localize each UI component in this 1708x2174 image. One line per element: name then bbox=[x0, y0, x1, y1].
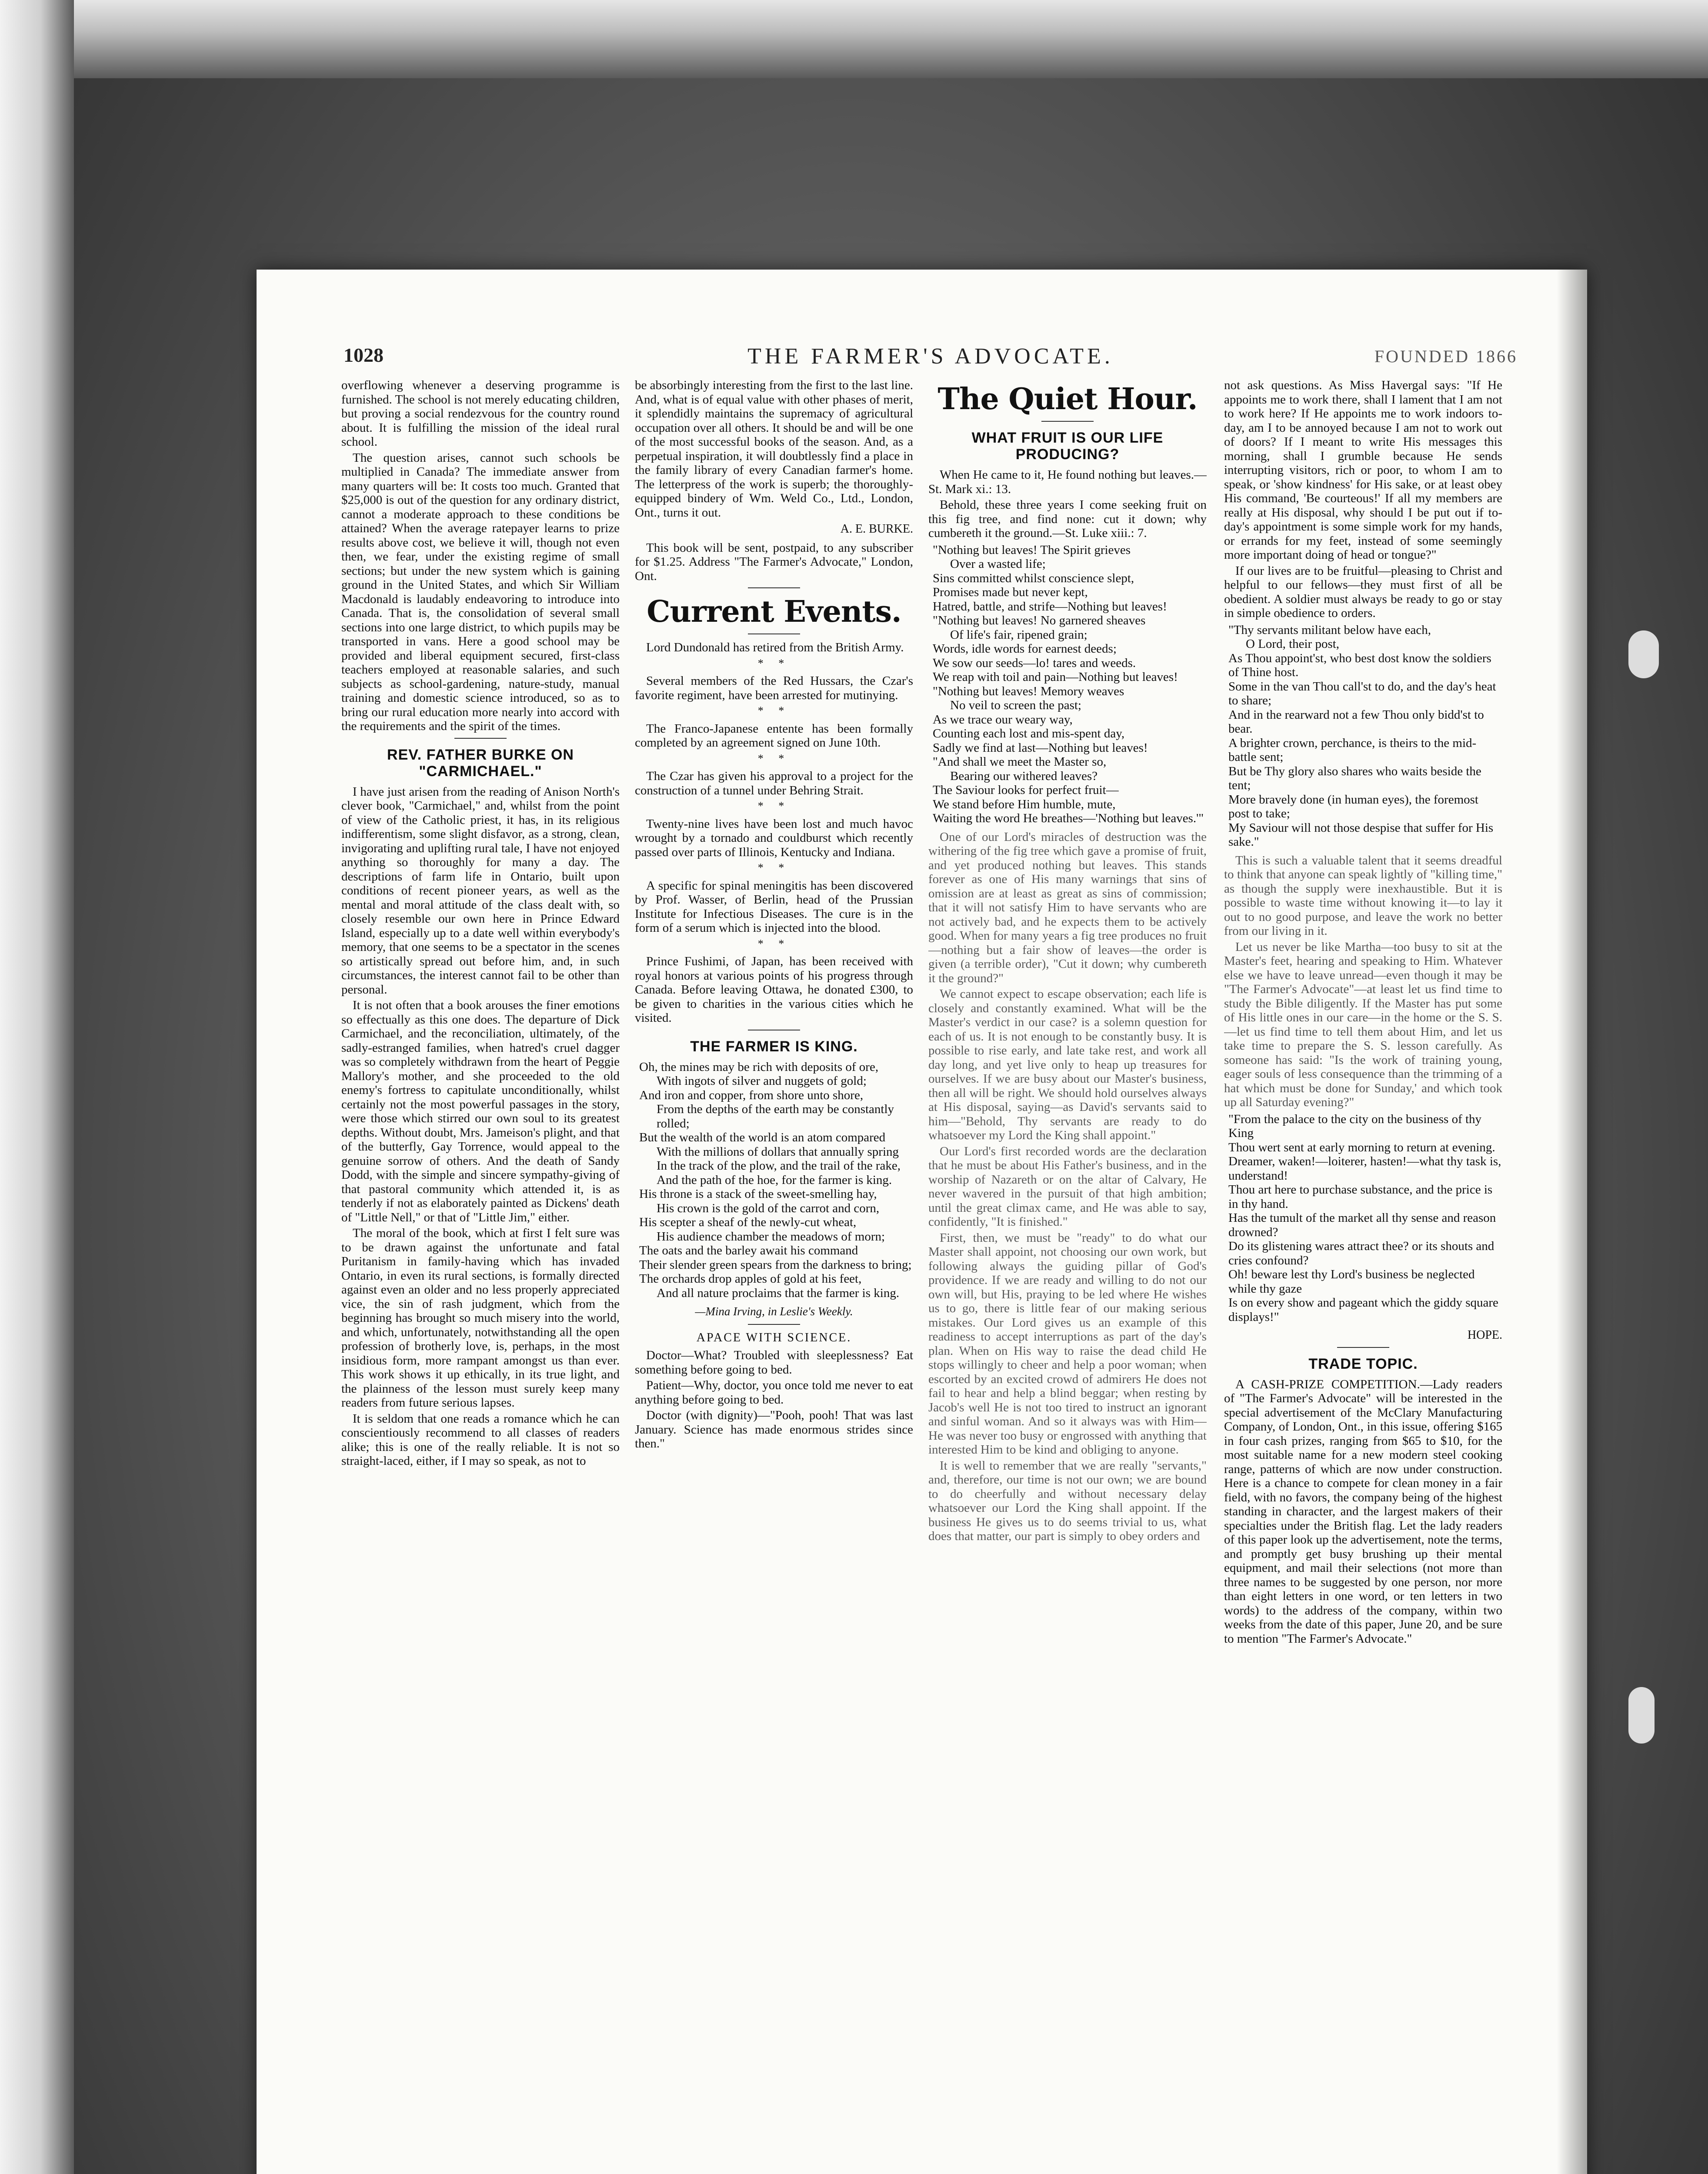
section-rule bbox=[1041, 421, 1094, 422]
poem-line: His scepter a sheaf of the newly-cut wheat, bbox=[639, 1215, 857, 1229]
author-signature: A. E. BURKE. bbox=[840, 522, 913, 536]
poem-line: His crown is the gold of the carrot and corn, bbox=[657, 1201, 880, 1215]
running-header bbox=[344, 343, 1518, 370]
news-item: Prince Fushimi, of Japan, has been received with royal honors at various points of his progress through Canada. Before leaving Ottawa, he donated £300, to be given to charities in the various cities which he visited. bbox=[635, 954, 913, 1025]
poem-line: Oh! beware lest thy Lord's business be neglected while thy gaze bbox=[1228, 1267, 1475, 1296]
poem-heading: THE FARMER IS KING. bbox=[690, 1038, 858, 1055]
article-paragraph: Let us never be like Martha—too busy to sit at the Master's feet, hearing and speaking to Him. Whatever else we have to leave unread—even though it may be "The Farmer's Advocate"—at least let us find time to study the Bible diligently. If the Master has put some of His little ones in our care—in the home or the S. S.—let us find time to tell them about Him, and let us take time to prepare the S. S. lesson carefully. As someone has said: "Is the work of training young, eager souls of less consequence than the trimming of a hat which must be done for Sunday,' and which took up all Saturday evening?" bbox=[1224, 940, 1502, 1109]
poem-line: Do its glistening wares attract thee? or its shouts and cries confound? bbox=[1228, 1239, 1494, 1267]
poem-line: In the track of the plow, and the trail of the rake, bbox=[657, 1159, 901, 1173]
article-paragraph: One of our Lord's miracles of destruction was the withering of the fig tree which gave a promise of fruit, and yet produced nothing but leaves. This stands forever as one of His many warnings that sins of omission are at least as great as sins of commission; that it will not satisfy Him to have servants who are not actively bad, and he expects them to be actively good. When for many years a fig tree produces no fruit—nothing but a fair show of leaves—the order is given (a terrible order), "Cut it down; why cumbereth it the ground?" bbox=[928, 830, 1207, 985]
poem-line: No veil to screen the past; bbox=[950, 698, 1081, 712]
poem-line: Waiting the word He breathes—'Nothing but leaves.'" bbox=[933, 811, 1204, 825]
poem-line: Counting each lost and mis-spent day, bbox=[933, 727, 1125, 740]
trade-topic-heading: TRADE TOPIC. bbox=[1308, 1355, 1418, 1372]
page-number: 1028 bbox=[344, 344, 384, 366]
news-item: The Czar has given his approval to a project for the construction of a tunnel under Behring Strait. bbox=[635, 769, 913, 797]
poem-line: Some in the van Thou call'st to do, and the day's heat to share; bbox=[1228, 679, 1496, 707]
column-3 bbox=[928, 378, 1207, 2174]
section-rule bbox=[748, 1324, 800, 1325]
poem-line: Thou wert sent at early morning to return at evening. bbox=[1228, 1140, 1495, 1154]
poem-line: But be Thy glory also shares who waits beside the tent; bbox=[1228, 764, 1481, 792]
scan-edge-top bbox=[0, 0, 1708, 78]
poem-line: Is on every show and pageant which the giddy square displays!" bbox=[1228, 1296, 1498, 1324]
poem-line: And iron and copper, from shore unto shore, bbox=[639, 1088, 864, 1102]
poem-line: We stand before Him humble, mute, bbox=[933, 797, 1116, 811]
poem-line: With the millions of dollars that annually spring bbox=[657, 1144, 899, 1159]
poem-citation: —Mina Irving, in Leslie's Weekly. bbox=[695, 1305, 853, 1318]
item-separator: * * bbox=[757, 657, 791, 670]
poem-line: Hatred, battle, and strife—Nothing but leaves! bbox=[933, 599, 1167, 614]
article-paragraph: First, then, we must be "ready" to do what our Master shall appoint, not choosing our own work, but following always the guiding pillar of God's providence. If we are ready and willing to do not our own will, but His, praying to be led where He wishes us to go, there is little fear of our making serious mistakes. Our Lord gives us an example of this readiness to accept interruptions as part of the day's plan. When on His way to raise the dead child He stops willingly to cheer and help a poor woman; when escorted by an excited crowd of admirers He does not fail to hear and help a blind beggar; when resting by Jacob's well He is not too tired to instruct an ignorant and sinful woman. And so it always was with Him—He was never too busy or engrossed with anything that interested Him to be kind and obliging to anyone. bbox=[928, 1230, 1207, 1457]
section-rule bbox=[748, 587, 800, 588]
article-paragraph: The question arises, cannot such schools be multiplied in Canada? The immediate answer from many quarters will be: It costs too much. Granted that $25,000 is out of the question for any ordinary district, cannot a moderate approach to these conditions be attained? When the average ratepayer learns to prize results above cost, we believe it will, though not even then, we fear, under the existing regime of small sections; but under the new system which is gaining ground in the United States, and which Sir William Macdonald is laudably endeavoring to introduce into Canada. That is, the consolidation of several small sections into one large district, to which pupils may be transported in vans. Here a good school may be provided and liberal equipment secured, first-class teachers employed at reasonable salaries, and such subjects as school-gardening, nature-study, manual training and domestic science introduced, so as to bring our rural education more nearly into accord with the requirements and the spirit of the times. bbox=[341, 450, 620, 733]
article-heading: REV. FATHER BURKE ON "CARMICHAEL." bbox=[387, 746, 574, 780]
poem-farmer-is-king bbox=[635, 1060, 913, 1300]
quiet-hour-subheading: WHAT FRUIT IS OUR LIFE PRODUCING? bbox=[971, 430, 1164, 463]
poem-line: Words, idle words for earnest deeds; bbox=[933, 642, 1117, 656]
news-item: Twenty-nine lives have been lost and much havoc wrought by a tornado and couldburst which recently passed over parts of Illinois, Kentucky and Indiana. bbox=[635, 817, 913, 859]
article-paragraph: I have just arisen from the reading of Anison North's clever book, "Carmichael," and, whilst from the point of view of the Catholic priest, it has, in its religious indifferentism, some slight disfavor, as a strong, clean, invigorating and uplifting rural tale, I have not enjoyed anything so thoroughly for many a day. The descriptions of farm life in Ontario, built upon conditions of recent pioneer years, as well as the mental and moral attitude of the class dealt with, so closely resemble our own here in Prince Edward Island, especially up to a date well within everybody's memory, that one seems to be a spectator in the scenes so artistically spread out before him, and, in such circumstances, the interest cannot fail to be other than personal. bbox=[341, 784, 620, 997]
poem-line: The orchards drop apples of gold at his feet, bbox=[639, 1272, 862, 1286]
item-separator: * * bbox=[757, 752, 791, 765]
poem-line: Of life's fair, ripened grain; bbox=[950, 627, 1088, 642]
poem-line: The oats and the barley await his command bbox=[639, 1244, 858, 1257]
founded-note: FOUNDED 1866 bbox=[1374, 347, 1518, 366]
column-1 bbox=[341, 378, 620, 2174]
news-item: Several members of the Red Hussars, the Czar's favorite regiment, have been arrested for mutinying. bbox=[635, 674, 913, 702]
anecdote-line: Patient—Why, doctor, you once told me never to eat anything before going to bed. bbox=[635, 1378, 913, 1407]
poem-line: From the depths of the earth may be constantly rolled; bbox=[657, 1102, 894, 1130]
author-signature: HOPE. bbox=[1467, 1328, 1502, 1342]
poem-line: Sadly we find at last—Nothing but leaves! bbox=[933, 740, 1148, 755]
poem-line: "Nothing but leaves! The Spirit grieves bbox=[933, 543, 1131, 557]
poem-line: His throne is a stack of the sweet-smelling hay, bbox=[639, 1187, 877, 1201]
page-fold-shadow bbox=[1557, 270, 1587, 2174]
poem-line: With ingots of silver and nuggets of gold; bbox=[657, 1074, 867, 1088]
item-separator: * * bbox=[757, 937, 791, 950]
poem-line: And in the rearward not a few Thou only bidd'st to bear. bbox=[1228, 707, 1484, 736]
poem-line: More bravely done (in human eyes), the foremost post to take; bbox=[1228, 792, 1478, 820]
article-paragraph: be absorbingly interesting from the first to the last line. And, what is of equal value with other phases of merit, it splendidly maintains the supremacy of agricultural occupation over all others. It should be and will be one of the most successful books of the season. And, as a perpetual inspiration, it will doubtlessly find a place in the family library of every Canadian farmer's home. The letterpress of the work is superb; the thoroughly-equipped bindery of Wm. Weld Co., Ltd., London, Ont., turns it out. bbox=[635, 378, 913, 520]
poem-servants-militant bbox=[1224, 623, 1502, 849]
poem-line: We sow our seeds—lo! tares and weeds. bbox=[933, 656, 1136, 670]
article-paragraph: It is seldom that one reads a romance which he can conscientiously recommend to all classes of readers alike; this is one of the really reliable. It is not so straight-laced, either, if I may so speak, as not to bbox=[341, 1411, 620, 1468]
news-item: Lord Dundonald has retired from the British Army. bbox=[646, 640, 904, 654]
poem-line: But the wealth of the world is an atom compared bbox=[639, 1130, 886, 1144]
poem-nothing-but-leaves bbox=[928, 543, 1207, 826]
poem-palace-to-city bbox=[1224, 1112, 1502, 1324]
poem-line: Bearing our withered leaves? bbox=[950, 769, 1098, 783]
item-separator: * * bbox=[757, 704, 791, 717]
book-notice: This book will be sent, postpaid, to any subscriber for $1.25. Address "The Farmer's Advocate," London, Ont. bbox=[635, 540, 913, 583]
poem-line: O Lord, their post, bbox=[1246, 637, 1340, 651]
scripture-quote: When He came to it, He found nothing but leaves.—St. Mark xi.: 13. bbox=[928, 468, 1207, 496]
poem-line: "Nothing but leaves! No garnered sheaves bbox=[933, 614, 1146, 627]
anecdote-line: Doctor—What? Troubled with sleeplessness? Eat something before going to bed. bbox=[635, 1348, 913, 1377]
anecdote-heading: APACE WITH SCIENCE. bbox=[696, 1330, 852, 1344]
section-rule bbox=[1337, 1347, 1389, 1348]
item-separator: * * bbox=[757, 800, 791, 812]
anecdote-line: Doctor (with dignity)—"Pooh, pooh! That was last January. Science has made enormous strides since then." bbox=[635, 1408, 913, 1450]
poem-line: "And shall we meet the Master so, bbox=[933, 755, 1107, 769]
poem-line: And the path of the hoe, for the farmer is king. bbox=[657, 1173, 892, 1187]
article-paragraph: It is not often that a book arouses the finer emotions so effectually as this one does. The departure of Dick Carmichael, and the reconciliation, ultimately, of the sadly-estranged families, when hatred's cruel dagger was so completely withdrawn from the heart of Peggie Mallory's mother, and she proceeded to the old enemy's fortress to capitulate unconditionally, whilst certainly not the most powerful passages in the story, were those which stirred our own soul to its greatest depths. Without doubt, Mrs. Jameison's plight, and that of the butterfly, Gay Torrence, would appeal to the genuine sorrow of others. And the death of Sandy Dodd, with the simple and sincere sympathy-giving of that pastoral community which attended it, is as tenderly if not as elaborately painted as Dickens' death of "Little Nell," or that of "Little Jim," either. bbox=[341, 998, 620, 1224]
poem-line: "Thy servants militant below have each, bbox=[1228, 623, 1431, 637]
trade-topic-text: A CASH-PRIZE COMPETITION.—Lady readers of "The Farmer's Advocate" will be interested in the special advertisement of the McClary Manufacturing Company, of London, Ont., in this issue, offering $165 in four cash prizes, ranging from $65 to $10, for the most suitable name for a new modern steel cooking range, patterns of which are now under construction. Here is a chance to compete for clean money in a fair field, with no favors, the company being of the highest standing in character, and the largest makers of their specialties under the British flag. Let the lady readers of this paper look up the advertisement, note the terms, and promptly get busy brushing up their mental equipment, and mail their selections (not more than three names to be suggested by one person, nor more than eight letters in one word, or ten letters in two words) to the address of the company, within two weeks from the date of this paper, June 20, and be sure to mention "The Farmer's Advocate." bbox=[1224, 1377, 1502, 1646]
scan-speck bbox=[1628, 1687, 1655, 1744]
poem-line: Their slender green spears from the darkness to bring; bbox=[639, 1257, 912, 1272]
poem-line: "From the palace to the city on the business of thy King bbox=[1228, 1112, 1482, 1140]
poem-line: Has the tumult of the market all thy sense and reason drowned? bbox=[1228, 1211, 1496, 1239]
article-paragraph: We cannot expect to escape observation; each life is closely and constantly examined. What will be the Master's verdict in our case? is a solemn question for each of us. It is not enough to be constantly busy. It is possible to rise early, and late take rest, and work all day long, and yet live only to heap up treasures for ourselves. If we are busy about our Master's business, then all will be right. We should hold ourselves always at His disposal, saying—as David's servants said to him—"Behold, Thy servants are ready to do whatsoever my Lord the King shall appoint." bbox=[928, 987, 1207, 1142]
quiet-hour-heading: The Quiet Hour. bbox=[937, 382, 1198, 417]
section-rule bbox=[454, 738, 507, 739]
article-paragraph: It is well to remember that we are really "servants," and, therefore, our time is not our own; we are bound to do cheerfully and without necessary delay whatsoever our Lord the King shall appoint. If the business He gives us to do seems trivial to us, what does that matter, our part is simply to obey orders and bbox=[928, 1458, 1207, 1543]
scan-speck bbox=[1628, 630, 1659, 678]
column-2 bbox=[635, 378, 913, 2174]
poem-line: As we trace our weary way, bbox=[933, 712, 1073, 727]
poem-line: Thou art here to purchase substance, and the price is in thy hand. bbox=[1228, 1183, 1493, 1211]
poem-line: Over a wasted life; bbox=[950, 557, 1046, 571]
poem-line: Dreamer, waken!—loiterer, hasten!—what thy task is, understand! bbox=[1228, 1154, 1501, 1183]
current-events-heading: Current Events. bbox=[647, 594, 901, 629]
article-paragraph: overflowing whenever a deserving programme is furnished. The school is not merely educating children, but proving a social rendezvous for the country round about. It is fulfilling the mission of the ideal rural school. bbox=[341, 378, 620, 449]
poem-line: The Saviour looks for perfect fruit— bbox=[933, 783, 1119, 797]
news-item: The Franco-Japanese entente has been formally completed by an agreement signed on June 10th. bbox=[635, 721, 913, 750]
poem-line: And all nature proclaims that the farmer is king. bbox=[657, 1286, 900, 1300]
article-paragraph: If our lives are to be fruitful—pleasing to Christ and helpful to our fellows—they must first of all be obedient. A soldier must always be ready to go or stay in simple obedience to orders. bbox=[1224, 564, 1502, 620]
poem-line: Promises made but never kept, bbox=[933, 585, 1088, 599]
publication-title: THE FARMER'S ADVOCATE. bbox=[747, 344, 1114, 369]
article-paragraph: not ask questions. As Miss Havergal says: "If He appoints me to work there, shall I lament that I am not to work here? If He appoints me to work indoors to-day, am I to be annoyed because I am not to work out of doors? If I meant to write His messages this morning, shall I grumble because He sends interrupting visitors, rich or poor, to whom I am to speak, or 'show kindness' for His sake, or at least obey His command, 'Be courteous!' If all my members are really at His disposal, why should I be put out if to-day's appointment is some simple work for my hands, or errands for my feet, instead of some seemingly more important doing of head or tongue?" bbox=[1224, 378, 1502, 562]
poem-line: Oh, the mines may be rich with deposits of ore, bbox=[639, 1060, 879, 1074]
scripture-quote: Behold, these three years I come seeking fruit on this fig tree, and find none: cut it down; why cumbereth it the ground.—St. Luke xiii.: 7. bbox=[928, 498, 1207, 540]
scan-edge-left bbox=[0, 0, 74, 2174]
poem-line: "Nothing but leaves! Memory weaves bbox=[933, 684, 1124, 698]
poem-line: We reap with toil and pain—Nothing but leaves! bbox=[933, 670, 1178, 684]
column-4 bbox=[1224, 378, 1502, 2174]
article-paragraph: The moral of the book, which at first I felt sure was to be drawn against the unfortunate and fatal Puritanism in family-having which has invaded Ontario, in even its rural sections, is formally directed against even an older and no less properly appreciated vice, the sin of rash judgment, which from the beginning has brought so much misery into the world, and which, unfortunately, notwithstanding all the open profession of brotherly love, is, perhaps, in the most insidious form, more rampant amongst us than ever. This work shows it up ethically, in its true light, and the plainness of the lesson must surely keep many readers from future serious lapses. bbox=[341, 1226, 620, 1410]
poem-line: As Thou appoint'st, who best dost know the soldiers of Thine host. bbox=[1228, 651, 1491, 679]
article-paragraph: Our Lord's first recorded words are the declaration that he must be about His Father's business, and in the worship of Nazareth or on the altar of Calvary, He never wavered in the pursuit of that high ambition; until the great climax came, and He was able to say, confidently, "It is finished." bbox=[928, 1144, 1207, 1229]
poem-line: His audience chamber the meadows of morn; bbox=[657, 1229, 885, 1244]
poem-line: Sins committed whilst conscience slept, bbox=[933, 571, 1134, 585]
poem-line: A brighter crown, perchance, is theirs to the mid-battle sent; bbox=[1228, 736, 1477, 764]
poem-line: My Saviour will not those despise that suffer for His sake." bbox=[1228, 820, 1494, 849]
newspaper-page bbox=[257, 270, 1587, 2174]
article-paragraph: This is such a valuable talent that it seems dreadful to think that anyone can speak lightly of "killing time," as though the supply were inexhaustible. But it is possible to waste time without knowing it—to lay it out to no good purpose, and leave the work no better from our living in it. bbox=[1224, 853, 1502, 938]
news-item: A specific for spinal meningitis has been discovered by Prof. Wasser, of Berlin, head of the Prussian Institute for Infectious Diseases. The cure is in the form of a serum which is injected into the blood. bbox=[635, 878, 913, 935]
item-separator: * * bbox=[757, 861, 791, 874]
